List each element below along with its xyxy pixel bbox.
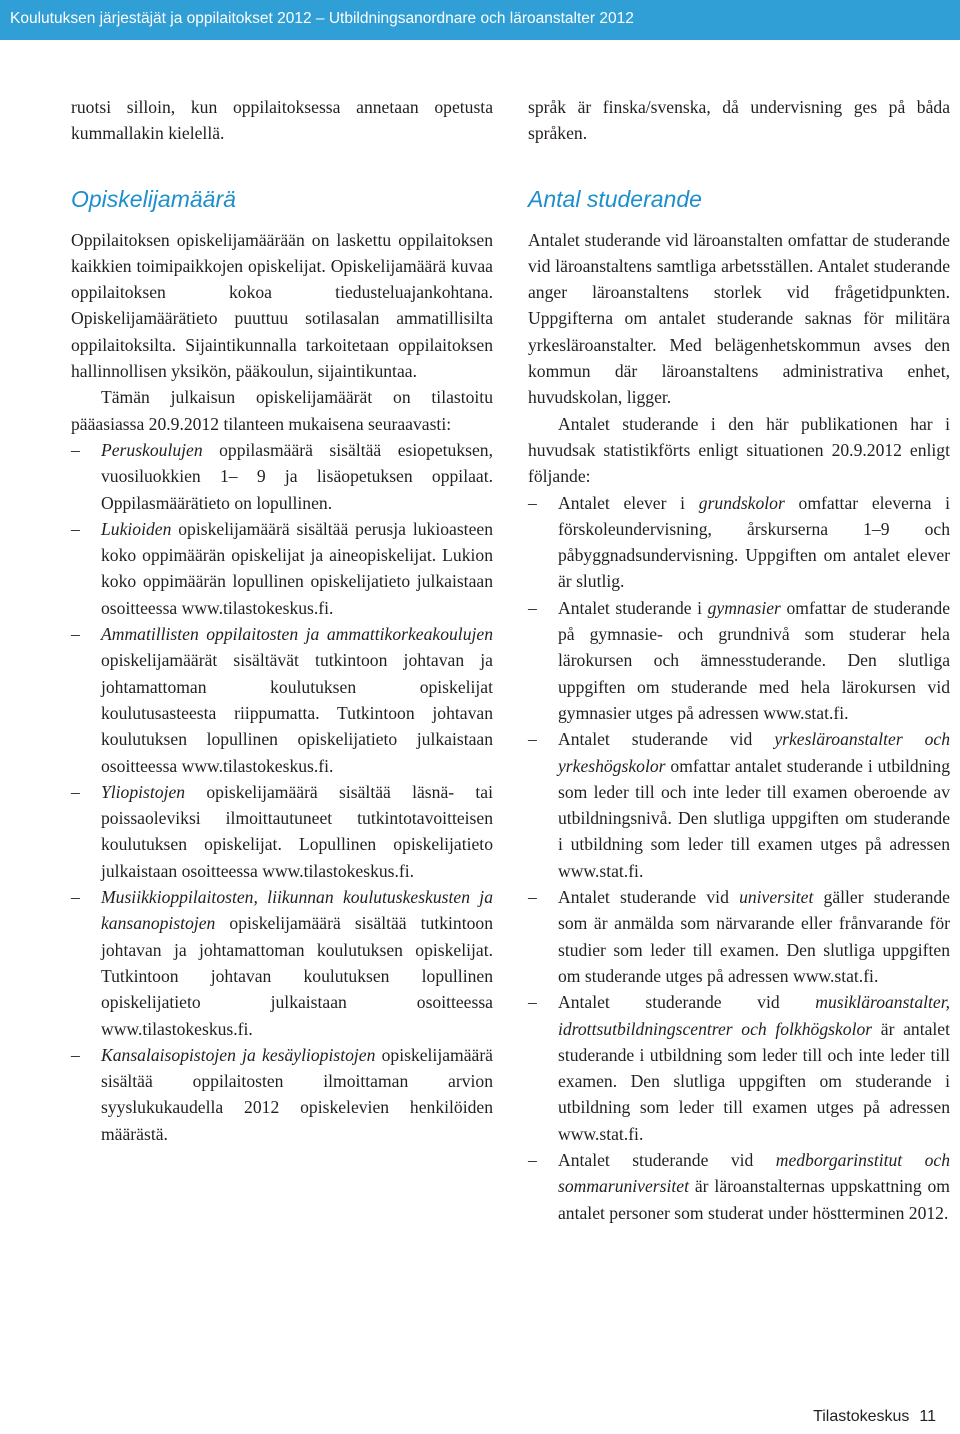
list-item-text: omfattar antalet studerande i utbildning som leder till och inte leder till examen oberoende av utbildningsnivå. Den slutliga uppgiften om studerande i utbildning som leder till examen utges på adressen www.stat.fi.	[558, 755, 950, 881]
list-item	[528, 726, 950, 884]
dash-bullet: –	[528, 992, 537, 1013]
list-item-prefix: Antalet studerande vid	[558, 887, 740, 908]
list-item-emphasis: gymnasier	[707, 597, 781, 618]
dash-bullet: –	[71, 439, 80, 460]
list-item-text: opiskelijamäärät sisältävät tutkintoon johtavan ja johtamattoman koulutuksen opiskelijat koulutusasteesta riippumatta. Tutkintoon johtavan koulutuksen lopullinen opiskelijatieto julkaistaan osoitteessa www.tilastokeskus.fi.	[101, 650, 493, 776]
list-item-text: oppilasmäärä sisältää esiopetuksen, vuosiluokkien 1– 9 ja lisäopetuksen oppilaat. Oppilasmäärätieto on lopullinen.	[101, 439, 493, 513]
list-item-text: omfattar de studerande på gymnasie- och grundnivå som studerar hela lärokursen och ämnesstuderande. Den slutliga uppgiften om studerande med hela lärokursen vid gymnasier utges på adressen www.stat.fi.	[558, 597, 951, 723]
list-item-prefix: Antalet studerande vid	[558, 1149, 776, 1170]
right-paragraph-1: Antalet studerande vid läroanstalten omfattar de studerande vid läroanstaltens samtliga arbetsställen. Antalet studerande anger läroanstaltens storlek vid frågetidpunkten. Uppgifterna om antalet studerande saknas för militära yrkesläroanstalter. Med belägenhetskommun avses den kommun där läroanstaltens administrativa enhet, huvudskolan, ligger.	[528, 229, 950, 408]
list-item-emphasis: grundskolor	[698, 492, 785, 513]
header-bar	[0, 0, 960, 40]
left-section-heading: Opiskelijamäärä	[71, 185, 236, 212]
dash-bullet: –	[528, 492, 537, 513]
left-column	[71, 94, 493, 1147]
list-item	[528, 989, 950, 1147]
right-intro-paragraph: språk är finska/svenska, då undervisning ges på båda språken.	[528, 97, 950, 144]
list-item-text: är läroanstalternas uppskattning om antalet personer som studerat under höstterminen 2012.	[558, 1176, 950, 1223]
list-item-prefix: Antalet studerande vid	[558, 729, 775, 750]
list-item	[71, 1042, 493, 1147]
right-dash-list	[528, 490, 950, 1226]
left-paragraph-2: Tämän julkaisun opiskelijamäärät on tilastoitu pääasiassa 20.9.2012 tilanteen mukaisena seuraavasti:	[71, 387, 493, 434]
list-item	[528, 595, 950, 726]
list-item-emphasis: Musiikkioppilaitosten, liikunnan koulutuskeskusten ja kansanopistojen	[101, 887, 493, 934]
list-item	[528, 490, 950, 595]
left-dash-list	[71, 437, 493, 1147]
list-item-prefix: Antalet elever i	[558, 492, 699, 513]
list-item	[71, 621, 493, 779]
list-item-emphasis: Yliopistojen	[101, 781, 186, 802]
list-item	[71, 884, 493, 1042]
list-item	[528, 884, 950, 989]
list-item-emphasis: Lukioiden	[101, 518, 172, 539]
list-item	[71, 516, 493, 621]
right-paragraph-2: Antalet studerande i den här publikationen har i huvudsak statistikförts enligt situationen 20.9.2012 enligt följande:	[528, 413, 950, 487]
list-item-emphasis: musikläroanstalter, idrottsutbildningscentrer och folkhögskolor	[558, 992, 950, 1039]
list-item-text: opiskelijamäärä sisältää tutkintoon johtavan ja johtamattoman koulutuksen opiskelijat. Tutkintoon johtavan koulutuksen lopullinen opiskelijatieto julkaistaan osoitteessa www.tilastokeskus.fi.	[101, 913, 493, 1039]
list-item-emphasis: yrkesläroanstalter och yrkeshögskolor	[558, 729, 951, 776]
dash-bullet: –	[71, 1044, 80, 1065]
list-item-emphasis: Peruskoulujen	[101, 439, 203, 460]
dash-bullet: –	[528, 887, 537, 908]
list-item-text: är antalet studerande i utbildning som leder till och inte leder till examen. Den slutliga uppgiften om studerande i utbildning som leder till examen utges på adressen www.stat.fi.	[558, 1018, 951, 1144]
running-header-title: Koulutuksen järjestäjät ja oppilaitokset 2012 – Utbildningsanordnare och läroanstalter 2012	[10, 10, 634, 27]
left-paragraph-1: Oppilaitoksen opiskelijamäärään on laskettu oppilaitoksen kaikkien toimipaikkojen opiskelijat. Opiskelijamäärä kuvaa oppilaitoksen kokoa tiedusteluajankohtana. Opiskelijamäärätieto puuttuu sotilasalan ammatillisilta oppilaitoksilta. Sijaintikunnalla tarkoitetaan oppilaitoksen hallinnollisen yksikön, pääkoulun, sijaintikuntaa.	[71, 229, 493, 382]
list-item-prefix: Antalet studerande i	[558, 597, 708, 618]
list-item-emphasis: medborgarinstitut och sommaruniversitet	[558, 1149, 950, 1197]
list-item-emphasis: universitet	[739, 887, 814, 908]
footer-publisher: Tilastokeskus	[813, 1408, 910, 1425]
left-intro-paragraph: ruotsi silloin, kun oppilaitoksessa annetaan opetusta kummallakin kielellä.	[71, 97, 493, 144]
dash-bullet: –	[71, 781, 80, 802]
list-item-text: opiskelijamäärä sisältää oppilaitosten ilmoittaman arvion syyslukukaudella 2012 opiskelevien henkilöiden määrästä.	[101, 1044, 493, 1144]
list-item	[71, 437, 493, 516]
dash-bullet: –	[528, 597, 537, 618]
list-item-text: opiskelijamäärä sisältää perusja lukioasteen koko oppimäärän opiskelijat ja aineopiskelijat. Lukion koko oppimäärän lopullinen opiskelijatieto julkaistaan osoitteessa www.tilastokeskus.fi.	[101, 518, 493, 618]
dash-bullet: –	[528, 729, 537, 750]
list-item	[528, 1147, 950, 1226]
right-section-heading: Antal studerande	[528, 185, 702, 212]
page-number: 11	[919, 1408, 936, 1425]
list-item-text: omfattar eleverna i förskoleundervisning, årskurserna 1–9 och påbyggnadsundervisning. Uppgiften om antalet elever är slutlig.	[558, 492, 950, 592]
dash-bullet: –	[528, 1149, 537, 1170]
page-footer	[813, 1408, 936, 1426]
list-item-emphasis: Ammatillisten oppilaitosten ja ammattikorkeakoulujen	[101, 624, 493, 645]
right-column	[528, 94, 950, 1226]
list-item	[71, 779, 493, 884]
list-item-prefix: Antalet studerande vid	[558, 992, 816, 1013]
list-item-emphasis: Kansalaisopistojen ja kesäyliopistojen	[101, 1044, 376, 1065]
dash-bullet: –	[71, 624, 80, 645]
list-item-text: opiskelijamäärä sisältää läsnä- tai poissaoleviksi ilmoittautuneet tutkintotavoitteisen koulutuksen opiskelijat. Lopullinen opiskelijatieto julkaistaan osoitteessa www.tilastokeskus.fi.	[101, 781, 493, 881]
dash-bullet: –	[71, 887, 80, 908]
dash-bullet: –	[71, 518, 80, 539]
list-item-text: gäller studerande som är anmälda som närvarande eller frånvarande för studier som leder till examen. Den slutliga uppgiften om studerande utges på adressen www.stat.fi.	[558, 887, 950, 986]
